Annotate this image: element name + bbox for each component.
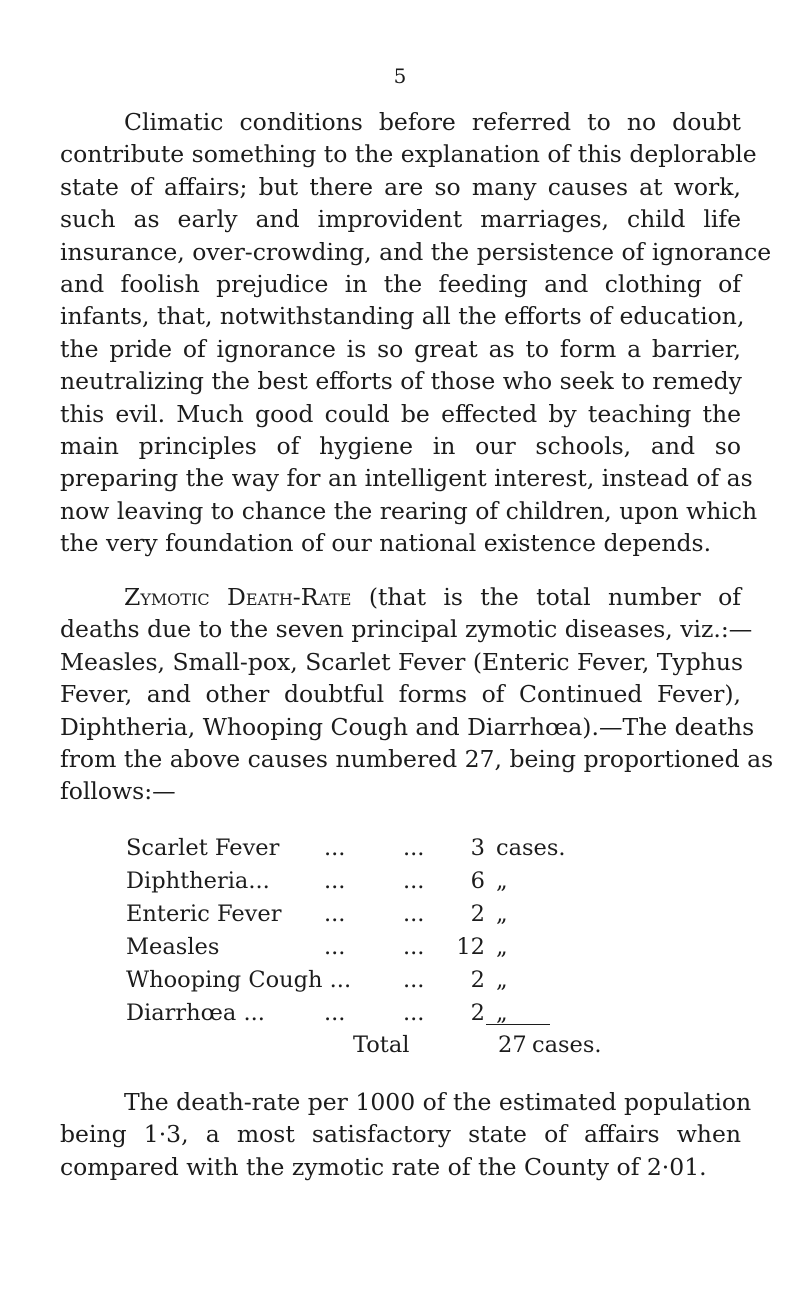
case-count: 12 bbox=[456, 934, 485, 960]
case-unit: „ bbox=[496, 934, 508, 960]
text-line: contribute something to the explanation of this deplorable bbox=[60, 140, 757, 169]
text-line: Measles, Small-pox, Scarlet Fever (Enteric Fever, Typhus bbox=[60, 647, 744, 676]
table-row bbox=[126, 832, 636, 865]
leader-dots: ... bbox=[403, 901, 425, 927]
case-count: 6 bbox=[470, 868, 485, 894]
text-line: this evil. Much good could be effected by teaching the bbox=[60, 399, 741, 428]
table-row bbox=[126, 865, 636, 898]
text-line: the pride of ignorance is so great as to form a barrier, bbox=[60, 334, 741, 363]
leader-dots: ... bbox=[403, 868, 425, 894]
total-label: Total bbox=[353, 1032, 410, 1058]
text-line: such as early and improvident marriages, child life bbox=[60, 205, 741, 234]
leader-dots: ... bbox=[324, 1000, 346, 1026]
text-line: being 1·3, a most satisfactory state of affairs when bbox=[60, 1120, 741, 1149]
total-row bbox=[0, 1028, 800, 1062]
disease-name: Diarrhœa ... bbox=[126, 1000, 265, 1026]
table-row bbox=[126, 964, 636, 997]
table-row bbox=[126, 931, 636, 964]
leader-dots: ... bbox=[403, 934, 425, 960]
text-line bbox=[60, 581, 741, 613]
text-line: neutralizing the best efforts of those who seek to remedy bbox=[60, 367, 742, 396]
leader-dots: ... bbox=[324, 868, 346, 894]
total-unit: cases. bbox=[532, 1032, 602, 1058]
text-line: follows:— bbox=[60, 777, 176, 806]
heading-continuation: (that is the total number of bbox=[351, 583, 741, 611]
case-unit: „ bbox=[496, 868, 508, 894]
case-unit: „ bbox=[496, 1000, 508, 1026]
text-line: Diphtheria, Whooping Cough and Diarrhœa).—The deaths bbox=[60, 712, 755, 741]
paragraph-zymotic-death-rate bbox=[60, 581, 774, 808]
total-count: 27 bbox=[498, 1032, 527, 1058]
text-line: deaths due to the seven principal zymotic diseases, viz.:— bbox=[60, 615, 753, 644]
disease-name: Scarlet Fever bbox=[126, 835, 280, 861]
disease-name: Measles bbox=[126, 934, 220, 960]
total-rule bbox=[486, 1024, 550, 1025]
text-line: Climatic conditions before referred to no doubt bbox=[124, 108, 741, 136]
case-unit: cases. bbox=[496, 835, 566, 861]
case-unit: „ bbox=[496, 901, 508, 927]
case-count: 2 bbox=[470, 1000, 485, 1026]
text-line: the very foundation of our national existence depends. bbox=[60, 529, 712, 558]
section-heading: Zymotic Death-Rate bbox=[124, 583, 352, 611]
text-line: from the above causes numbered 27, being proportioned as bbox=[60, 744, 774, 773]
text-line: Fever, and other doubtful forms of Continued Fever), bbox=[60, 680, 741, 709]
leader-dots: ... bbox=[324, 934, 346, 960]
disease-name: Enteric Fever bbox=[126, 901, 282, 927]
text-line: main principles of hygiene in our schools, and so bbox=[60, 431, 741, 460]
leader-dots: ... bbox=[324, 835, 346, 861]
text-line: compared with the zymotic rate of the County of 2·01. bbox=[60, 1152, 707, 1181]
text-line: and foolish prejudice in the feeding and clothing of bbox=[60, 269, 741, 298]
table-row bbox=[126, 898, 636, 931]
case-count: 2 bbox=[470, 901, 485, 927]
leader-dots: ... bbox=[403, 835, 425, 861]
case-unit: „ bbox=[496, 967, 508, 993]
leader-dots: ... bbox=[403, 967, 425, 993]
leader-dots: ... bbox=[324, 901, 346, 927]
paragraph-death-rate bbox=[60, 1086, 752, 1183]
text-line: infants, that, notwithstanding all the efforts of education, bbox=[60, 302, 745, 331]
text-line: insurance, over-crowding, and the persistence of ignorance bbox=[60, 237, 772, 266]
case-count: 3 bbox=[470, 835, 485, 861]
leader-dots: ... bbox=[403, 1000, 425, 1026]
paragraph-climatic-conditions bbox=[60, 106, 772, 559]
text-line: state of affairs; but there are so many causes at work, bbox=[60, 172, 741, 201]
page-number: 5 bbox=[393, 64, 407, 88]
table-row bbox=[126, 997, 636, 1030]
cases-table bbox=[126, 832, 636, 1030]
text-line: now leaving to chance the rearing of children, upon which bbox=[60, 496, 758, 525]
disease-name: Diphtheria... bbox=[126, 868, 270, 894]
case-count: 2 bbox=[470, 967, 485, 993]
text-line: The death-rate per 1000 of the estimated population bbox=[124, 1088, 752, 1116]
text-line: preparing the way for an intelligent interest, instead of as bbox=[60, 464, 753, 493]
disease-name: Whooping Cough ... bbox=[126, 967, 352, 993]
